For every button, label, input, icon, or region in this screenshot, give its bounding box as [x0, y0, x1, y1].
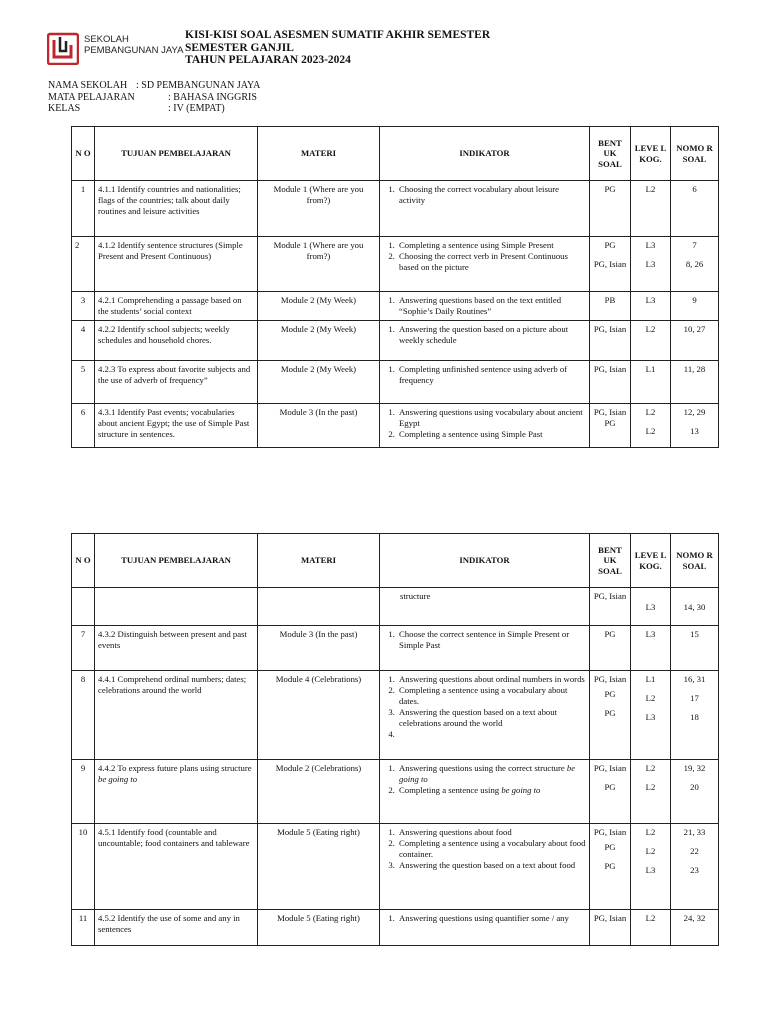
col-no: N O: [72, 534, 95, 588]
col-level: LEVE L KOG.: [631, 127, 671, 181]
col-tujuan: TUJUAN PEMBELAJARAN: [95, 127, 258, 181]
kisi-table-1: [71, 126, 719, 448]
col-no: N O: [72, 127, 95, 181]
class-label: KELAS: [48, 103, 81, 114]
table-row: 2 4.1.2 Identify sentence structures (Simple Present and Present Continuous) Module 1 (Where are you from?) 1. Completing a sentence using Simple Present 2. Choosing the correct verb in Present Continuous based on the picture PG PG, Isian L3 L3 7 8, 26: [72, 237, 719, 292]
col-indikator: INDIKATOR: [380, 534, 590, 588]
subject-label: MATA PELAJARAN: [48, 91, 135, 103]
col-materi: MATERI: [258, 534, 380, 588]
col-bentuk: BENT UK SOAL: [590, 127, 631, 181]
subject-value: : BAHASA INGGRIS: [168, 91, 257, 103]
school-logo-icon: [47, 31, 79, 65]
table-row: 8 4.4.1 Comprehend ordinal numbers; dates; celebrations around the world Module 4 (Celebrations) 1. Answering questions about ordinal numbers in words 2. Completing a sentence using a vocabulary about dates. 3. Answering the question based on a text about celebrations around the world 4. PG, Isian PG PG L1 L2 L3 16, 31 17 18: [72, 671, 719, 760]
col-level: LEVE L KOG.: [631, 534, 671, 588]
title-line-3: TAHUN PELAJARAN 2023-2024: [185, 54, 351, 66]
col-indikator: INDIKATOR: [380, 127, 590, 181]
col-tujuan: TUJUAN PEMBELAJARAN: [95, 534, 258, 588]
table-row: 3 4.2.1 Comprehending a passage based on the students’ social context Module 2 (My Week) 1. Answering questions based on the text entitled “Sophie’s Daily Routines” PB L3 9: [72, 292, 719, 321]
table-row: 4 4.2.2 Identify school subjects; weekly schedules and household chores. Module 2 (My Week) 1. Answering the question based on a picture about weekly schedule PG, Isian L2 10, 27: [72, 321, 719, 361]
col-materi: MATERI: [258, 127, 380, 181]
table-row-continued: structure PG, Isian L3 14, 30: [72, 588, 719, 626]
table-header-row: [72, 534, 719, 588]
title-line-2: SEMESTER GANJIL: [185, 41, 294, 54]
school-logo-text: SEKOLAH PEMBANGUNAN JAYA: [84, 34, 184, 56]
kisi-table-2: [71, 533, 719, 946]
title-line-1: KISI-KISI SOAL ASESMEN SUMATIF AKHIR SEMESTER: [185, 29, 491, 41]
col-nomor: NOMO R SOAL: [671, 534, 719, 588]
class-value: : IV (EMPAT): [168, 103, 225, 114]
table-row: 6 4.3.1 Identify Past events; vocabularies about ancient Egypt; the use of Simple Past structure in sentences. Module 3 (In the past) 1. Answering questions using vocabulary about ancient Egypt 2. Completing a sentence using Simple Past PG, Isian PG L2 L2 12, 29 13: [72, 404, 719, 448]
school-label: NAMA SEKOLAH: [48, 80, 128, 91]
table-row: 7 4.3.2 Distinguish between present and past events Module 3 (In the past) 1. Choose the correct sentence in Simple Present or Simple Past PG L3 15: [72, 626, 719, 671]
table-row: 1 4.1.1 Identify countries and nationalities; flags of the countries; talk about daily routines and leisure activities Module 1 (Where are you from?) 1. Choosing the correct vocabulary about leisure activity PG L2 6: [72, 181, 719, 237]
document-meta: [48, 80, 308, 115]
school-value: : SD PEMBANGUNAN JAYA: [136, 80, 261, 91]
col-nomor: NOMO R SOAL: [671, 127, 719, 181]
table-row: 5 4.2.3 To express about favorite subjects and the use of adverb of frequency” Module 2 (My Week) 1. Completing unfinished sentence using adverb of frequency PG, Isian L1 11, 28: [72, 361, 719, 404]
table-header-row: [72, 127, 719, 181]
document-title: [185, 29, 490, 67]
table-row: 9 4.4.2 To express future plans using structure be going to Module 2 (Celebrations) 1. Answering questions using the correct structure be going to 2. Completing a sentence using be going to PG, Isian PG L2 L2 19, 32 20: [72, 760, 719, 824]
table-row: 10 4.5.1 Identify food (countable and uncountable; food containers and tableware Module 5 (Eating right) 1. Answering questions about food 2. Completing a sentence using a vocabulary about food container. 3. Answering the question based on a text about food PG, Isian PG PG L2 L2 L3 21, 33 22 23: [72, 824, 719, 910]
table-row: 11 4.5.2 Identify the use of some and any in sentences Module 5 (Eating right) 1. Answering questions using quantifier some / any PG, Isian L2 24, 32: [72, 910, 719, 946]
col-bentuk: BENT UK SOAL: [590, 534, 631, 588]
